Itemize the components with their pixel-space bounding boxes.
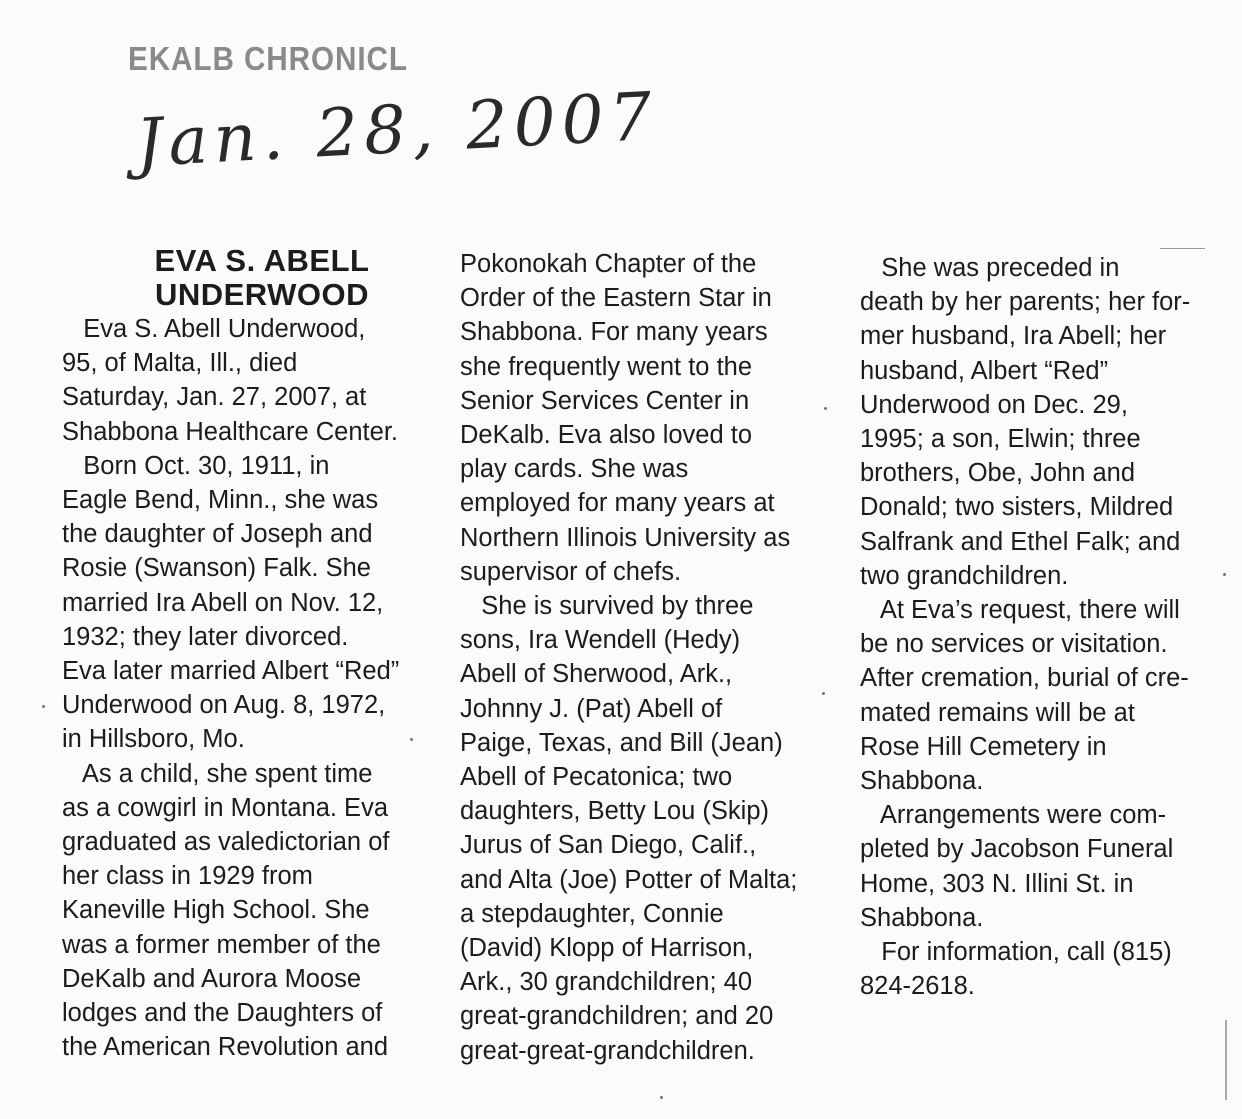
text-line: 1995; a son, Elwin; three [860,425,1141,454]
text-line: she frequently went to the [460,352,753,381]
text-line: daughters, Betty Lou (Skip) [460,797,770,826]
text-line: Paige, Texas, and Bill (Jean) [460,728,783,757]
text-line: as a cowgirl in Montana. Eva [62,793,388,822]
text-line: mated remains will be at [860,698,1135,727]
text-line: sons, Ira Wendell (Hedy) [460,626,741,655]
text-line: great-grandchildren; and 20 [460,1002,774,1031]
text-line: was a former member of the [62,930,381,959]
text-line: 1932; they later divorced. [62,622,349,651]
text-line: After cremation, burial of cre- [860,664,1189,693]
page-edge-mark [1225,1020,1227,1100]
text-line: great-great-grandchildren. [460,1036,755,1065]
print-speck [660,1096,663,1099]
text-line: Shabbona. [860,767,984,796]
headline-line-2: UNDERWOOD [154,277,370,312]
text-line: two grandchildren. [860,561,1069,590]
text-line: employed for many years at [460,489,775,518]
text-line: be no services or visitation. [860,630,1168,659]
text-line: brothers, Obe, John and [860,459,1136,488]
text-line: Born Oct. 30, 1911, in [62,451,330,480]
column-2-text [460,247,850,1068]
text-line: Donald; two sisters, Mildred [860,493,1174,522]
column-1 [62,244,452,1064]
text-line: Eva S. Abell Underwood, [62,315,366,343]
text-line: mer husband, Ira Abell; her [860,322,1167,351]
text-line: Underwood on Dec. 29, [860,390,1128,419]
text-line: 95, of Malta, Ill., died [62,349,298,378]
text-line: Pokonokah Chapter of the [460,250,757,278]
text-line: She is survived by three [460,592,754,621]
text-line: her class in 1929 from [62,862,313,891]
text-line: Home, 303 N. Illini St. in [860,869,1134,898]
text-line: Shabbona Healthcare Center. [62,417,398,446]
print-speck [822,692,825,695]
print-speck [410,738,413,741]
text-line: Senior Services Center in [460,386,750,415]
text-line: and Alta (Joe) Potter of Malta; [460,865,798,894]
obituary-headline [62,244,452,312]
print-speck [824,407,827,410]
text-line: Northern Illinois University as [460,523,791,552]
text-line: As a child, she spent time [62,759,373,788]
headline-line-1: EVA S. ABELL [154,243,370,278]
text-line: Jurus of San Diego, Calif., [460,831,757,860]
text-line: Shabbona. For many years [460,318,768,347]
text-line: husband, Albert “Red” [860,356,1109,385]
text-line: Underwood on Aug. 8, 1972, [62,691,386,720]
print-speck [42,705,45,708]
text-line: Johnny J. (Pat) Abell of [460,694,723,723]
text-line: Arrangements were com- [860,801,1167,830]
print-speck [1223,573,1226,576]
text-line: pleted by Jacobson Funeral [860,835,1174,864]
text-line: a stepdaughter, Connie [460,899,724,928]
text-line: At Eva’s request, there will [860,596,1180,625]
text-line: in Hillsboro, Mo. [62,725,245,754]
text-line: supervisor of chefs. [460,557,682,586]
text-line: DeKalb. Eva also loved to [460,421,753,450]
text-line: For information, call (815) [860,938,1172,967]
text-line: the daughter of Joseph and [62,520,373,549]
text-line: lodges and the Daughters of [62,999,383,1028]
text-line: Eagle Bend, Minn., she was [62,486,379,515]
text-line: the American Revolution and [62,1033,389,1062]
text-line: 824-2618. [860,972,975,1001]
text-line: Saturday, Jan. 27, 2007, at [62,383,367,412]
text-line: She was preceded in [860,254,1120,282]
text-line: death by her parents; her for- [860,288,1191,317]
column-2 [460,247,850,1068]
text-line: graduated as valedictorian of [62,828,390,857]
text-line: play cards. She was [460,455,689,484]
column-1-text [62,312,452,1064]
text-line: Ark., 30 grandchildren; 40 [460,968,753,997]
text-line: Rose Hill Cemetery in [860,732,1107,761]
handwritten-date: Jan. 28, 2007 [134,77,660,182]
text-line: Salfrank and Ethel Falk; and [860,527,1181,556]
text-line: (David) Klopp of Harrison, [460,934,754,963]
corner-rule [1160,248,1205,249]
newspaper-masthead: EKALB CHRONICL [128,40,408,77]
column-3-text [860,251,1235,1003]
text-line: Eva later married Albert “Red” [62,657,400,686]
text-line: Abell of Pecatonica; two [460,763,733,792]
text-line: Order of the Eastern Star in [460,284,772,313]
text-line: Abell of Sherwood, Ark., [460,660,733,689]
column-3 [860,251,1235,1003]
text-line: married Ira Abell on Nov. 12, [62,588,384,617]
text-line: Kaneville High School. She [62,896,370,925]
text-line: DeKalb and Aurora Moose [62,964,362,993]
text-line: Rosie (Swanson) Falk. She [62,554,371,583]
text-line: Shabbona. [860,903,984,932]
